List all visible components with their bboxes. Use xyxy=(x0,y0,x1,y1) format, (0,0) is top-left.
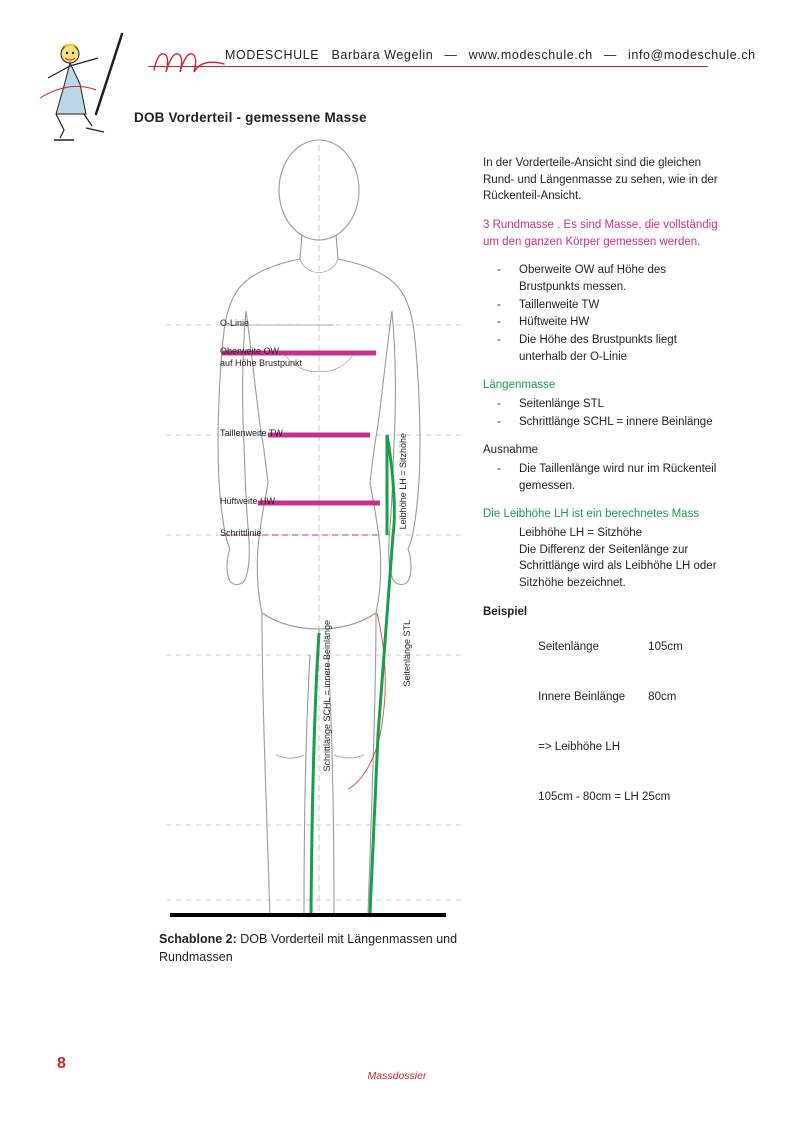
beispiel-rows xyxy=(483,622,728,822)
technical-illustration xyxy=(134,135,474,935)
caption-text: DOB Vorderteil mit Längenmassen und Rundmassen xyxy=(159,932,458,965)
header-red-squiggle xyxy=(152,44,226,76)
list-item: - Taillenweite TW xyxy=(497,297,728,314)
leibhoehe-heading: Die Leibhöhe LH ist ein berechnetes Mass xyxy=(483,508,700,521)
header-separator-2: — xyxy=(603,48,617,62)
beispiel-value: 105cm xyxy=(648,641,683,654)
label-leibhoehe: Leibhöhe LH = Sitzhöhe xyxy=(398,433,408,530)
seitenlaenge-line xyxy=(370,435,394,913)
page-header xyxy=(0,0,794,140)
leibhoehe-line-2: Die Differenz der Seitenlänge zur Schrittlänge wird als Leibhöhe LH oder Sitzhöhe bezeichnet. xyxy=(519,543,717,590)
list-item: - Oberweite OW auf Höhe des Brustpunkts messen. xyxy=(497,262,728,295)
leibhoehe-body xyxy=(483,525,728,592)
schrittlaenge-line xyxy=(311,633,319,913)
label-oberweite-line1: Oberweite OW xyxy=(220,346,280,356)
page-number: 8 xyxy=(57,1055,66,1072)
list-item: - Hüftweite HW xyxy=(497,314,728,331)
beispiel-label: Innere Beinlänge xyxy=(538,691,626,704)
leibhoehe-line-1: Leibhöhe LH = Sitzhöhe xyxy=(519,527,643,540)
label-hueftweite: Hüftweite HW xyxy=(220,496,276,506)
list-item: - Seitenlänge STL xyxy=(497,396,728,413)
header-brand: MODESCHULE xyxy=(225,48,320,62)
beispiel-row xyxy=(519,672,728,722)
label-seitenlaenge: Seitenlänge STL xyxy=(402,620,412,687)
beispiel-label: => Leibhöhe LH xyxy=(538,741,621,754)
header-separator-1: — xyxy=(444,48,458,62)
label-schrittlaenge: Schrittlänge SCHL = innere Beinlänge xyxy=(322,620,332,772)
list-item: - Die Höhe des Brustpunkts liegt unterhalb der O-Linie xyxy=(497,332,728,365)
beispiel-row xyxy=(519,722,728,772)
rundmasse-list xyxy=(483,262,728,365)
figure-svg xyxy=(134,135,474,935)
footer-doc-title: Massdossier xyxy=(367,1070,427,1082)
label-oberweite-line2: auf Höhe Brustpunkt xyxy=(220,358,303,368)
beispiel-row xyxy=(519,773,728,823)
list-item: - Die Taillenlänge wird nur im Rückenteil gemessen. xyxy=(497,461,728,494)
rundmasse-heading: 3 Rundmasse . Es sind Masse, die vollständig um den ganzen Körper gemessen werden. xyxy=(483,219,718,248)
label-taillenweite: Taillenweite TW xyxy=(220,428,283,438)
list-item: - Schrittlänge SCHL = innere Beinlänge xyxy=(497,414,728,431)
header-website[interactable]: www.modeschule.ch xyxy=(468,48,593,62)
label-schrittlinie: Schrittlinie xyxy=(220,528,262,538)
beispiel-heading: Beispiel xyxy=(483,605,528,618)
ausnahme-list xyxy=(483,461,728,494)
beispiel-label: 105cm - 80cm = LH 25cm xyxy=(538,791,671,804)
page-title: DOB Vorderteil - gemessene Masse xyxy=(134,110,367,125)
intro-paragraph: In der Vorderteile-Ansicht sind die gleichen Rund- und Längenmasse zu sehen, wie in der Rückenteil-Ansicht. xyxy=(483,157,718,203)
figure-caption xyxy=(159,930,489,966)
ice-skater-figure-logo xyxy=(34,28,144,148)
header-red-rule xyxy=(148,66,708,67)
laengenmasse-heading: Längenmasse xyxy=(483,379,556,392)
caption-label: Schablone 2: xyxy=(159,932,237,946)
header-contact-line xyxy=(225,48,756,62)
header-email[interactable]: info@modeschule.ch xyxy=(628,48,756,62)
ausnahme-heading: Ausnahme xyxy=(483,444,538,457)
beispiel-label: Seitenlänge xyxy=(538,641,599,654)
beispiel-value: 80cm xyxy=(648,691,677,704)
label-o-linie: O-Linie xyxy=(220,318,250,328)
header-person: Barbara Wegelin xyxy=(331,48,434,62)
laengenmasse-list xyxy=(483,396,728,430)
beispiel-row xyxy=(519,622,728,672)
explanation-column xyxy=(483,155,728,823)
